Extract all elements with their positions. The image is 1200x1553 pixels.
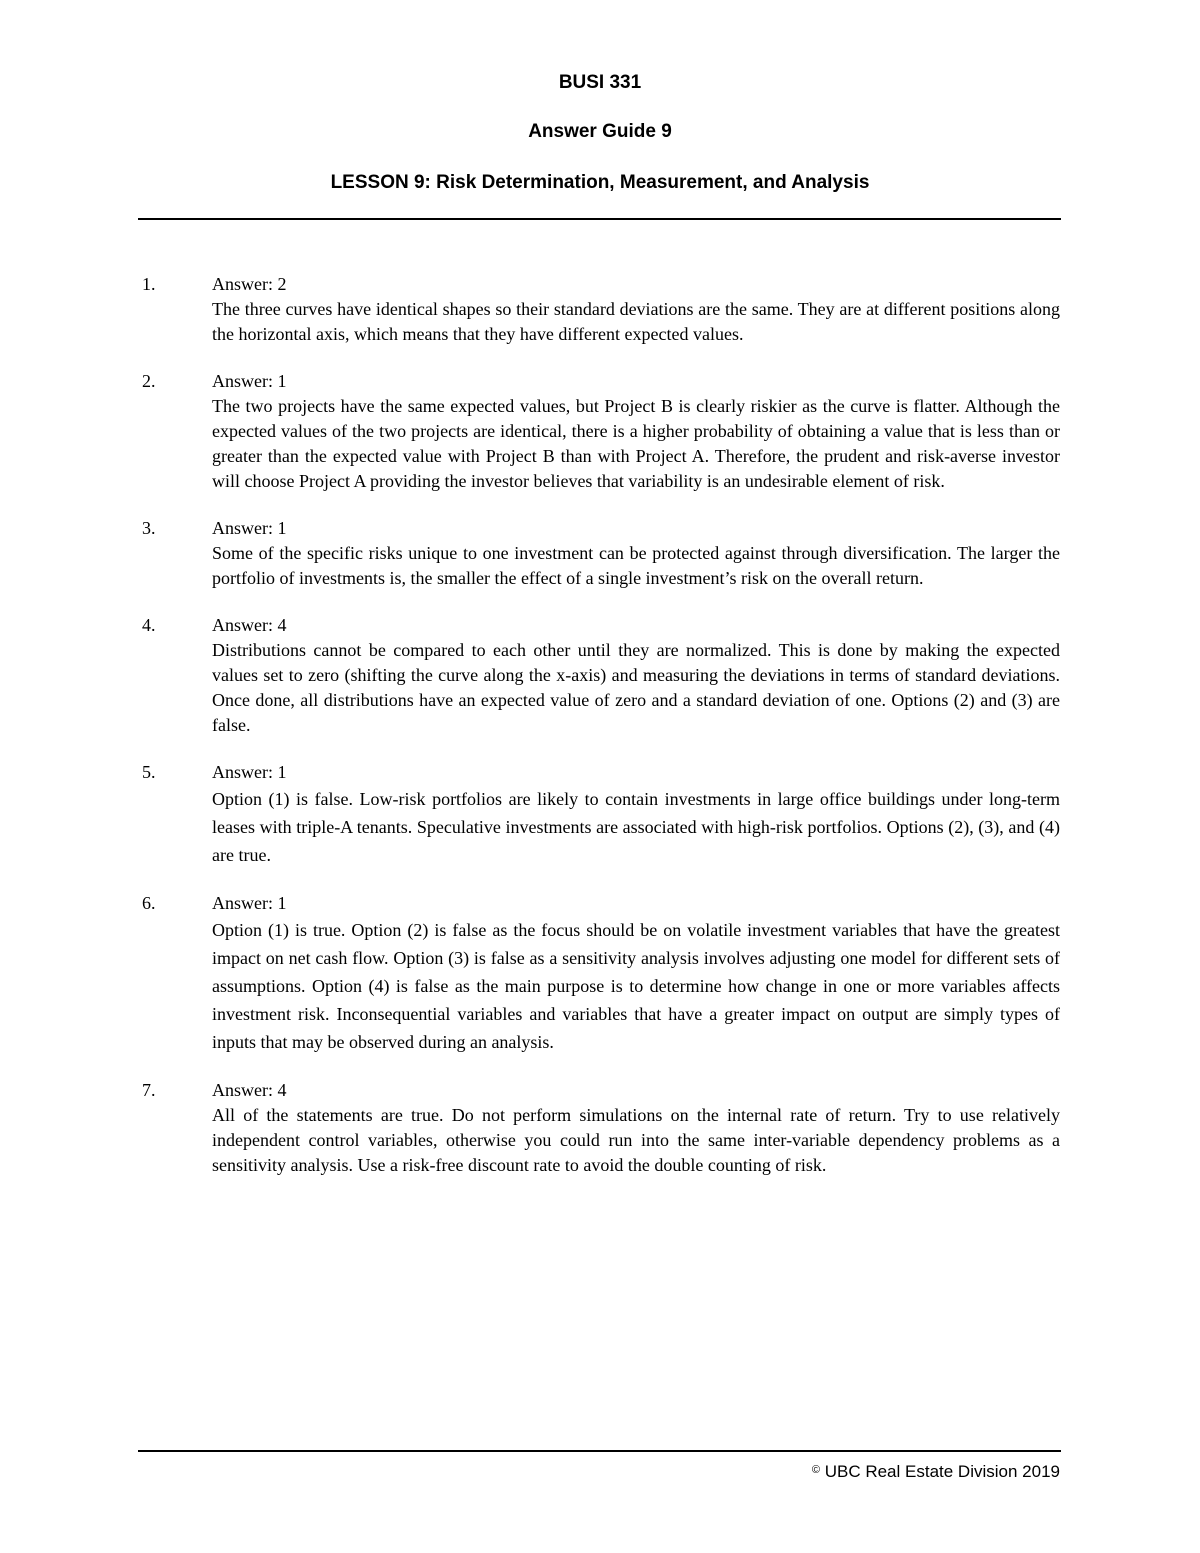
answer-body	[212, 613, 1060, 738]
answer-explanation: The two projects have the same expected values, but Project B is clearly riskier as the curve is flatter. Although the expected values of the two projects are identical, there is a higher probability of obtaining a value that is less than or greater than the expected value with Project B than with Project A. Therefore, the prudent and risk-averse investor will choose Project A providing the investor believes that variability is an undesirable element of risk.	[212, 396, 1060, 491]
course-code: BUSI 331	[558, 72, 642, 93]
answer-number: 1.	[142, 274, 156, 294]
copyright-text: UBC Real Estate Division 2019	[819, 1462, 1060, 1481]
answer-body	[212, 1078, 1060, 1178]
answer-item-7	[0, 1078, 1200, 1178]
answer-body	[212, 891, 1060, 1056]
answer-explanation: Option (1) is false. Low-risk portfolios are likely to contain investments in large office buildings under long-term leases with triple-A tenants. Speculative investments are associated with high-risk portfolios. Options (2), (3), and (4) are true.	[212, 789, 1060, 865]
answer-item-5	[0, 760, 1200, 869]
answer-label: Answer: 1	[212, 893, 287, 913]
guide-title: Answer Guide 9	[528, 121, 672, 142]
answer-explanation: All of the statements are true. Do not perform simulations on the internal rate of return. Try to use relatively independent control variables, otherwise you could run into the same inter-variable dependency problems as a sensitivity analysis. Use a risk-free discount rate to avoid the double counting of risk.	[212, 1105, 1060, 1175]
answer-item-2	[0, 369, 1200, 494]
answer-label: Answer: 4	[212, 1080, 287, 1100]
answer-explanation: Distributions cannot be compared to each other until they are normalized. This is done by making the expected values set to zero (shifting the curve along the x-axis) and measuring the deviations in terms of standard deviations. Once done, all distributions have an expected value of zero and a standard deviation of one. Options (2) and (3) are false.	[212, 640, 1060, 735]
copyright-symbol: ©	[811, 1464, 820, 1476]
answer-explanation: Some of the specific risks unique to one investment can be protected against through diversification. The larger the portfolio of investments is, the smaller the effect of a single investment’s risk on the overall return.	[212, 543, 1060, 588]
answer-item-3	[0, 516, 1200, 591]
answer-item-4	[0, 613, 1200, 738]
answer-body	[212, 369, 1060, 494]
answer-label: Answer: 1	[212, 371, 287, 391]
header-divider	[138, 218, 1061, 220]
answer-label: Answer: 1	[212, 518, 287, 538]
answer-item-1	[0, 272, 1200, 347]
answer-number: 6.	[142, 893, 156, 913]
answer-body	[212, 760, 1060, 869]
answer-body	[212, 516, 1060, 591]
lesson-title: LESSON 9: Risk Determination, Measurement, and Analysis	[330, 172, 870, 193]
answer-body	[212, 272, 1060, 347]
answer-list	[0, 272, 1200, 1200]
footer-divider	[138, 1450, 1061, 1452]
answer-number: 2.	[142, 371, 156, 391]
answer-label: Answer: 4	[212, 615, 287, 635]
answer-label: Answer: 2	[212, 274, 287, 294]
answer-explanation: The three curves have identical shapes so their standard deviations are the same. They are at different positions along the horizontal axis, which means that they have different expected values.	[212, 299, 1060, 344]
answer-number: 4.	[142, 615, 156, 635]
answer-number: 7.	[142, 1080, 156, 1100]
answer-explanation: Option (1) is true. Option (2) is false as the focus should be on volatile investment variables that have the greatest impact on net cash flow. Option (3) is false as a sensitivity analysis involves adjusting one model for different sets of assumptions. Option (4) is false as the main purpose is to determine how change in one or more variables affects investment risk. Inconsequential variables and variables that have a greater impact on output are simply types of inputs that may be observed during an analysis.	[212, 920, 1060, 1052]
answer-label: Answer: 1	[212, 762, 287, 782]
copyright-footer	[812, 1462, 1060, 1482]
answer-number: 5.	[142, 762, 156, 782]
answer-number: 3.	[142, 518, 156, 538]
answer-item-6	[0, 891, 1200, 1056]
